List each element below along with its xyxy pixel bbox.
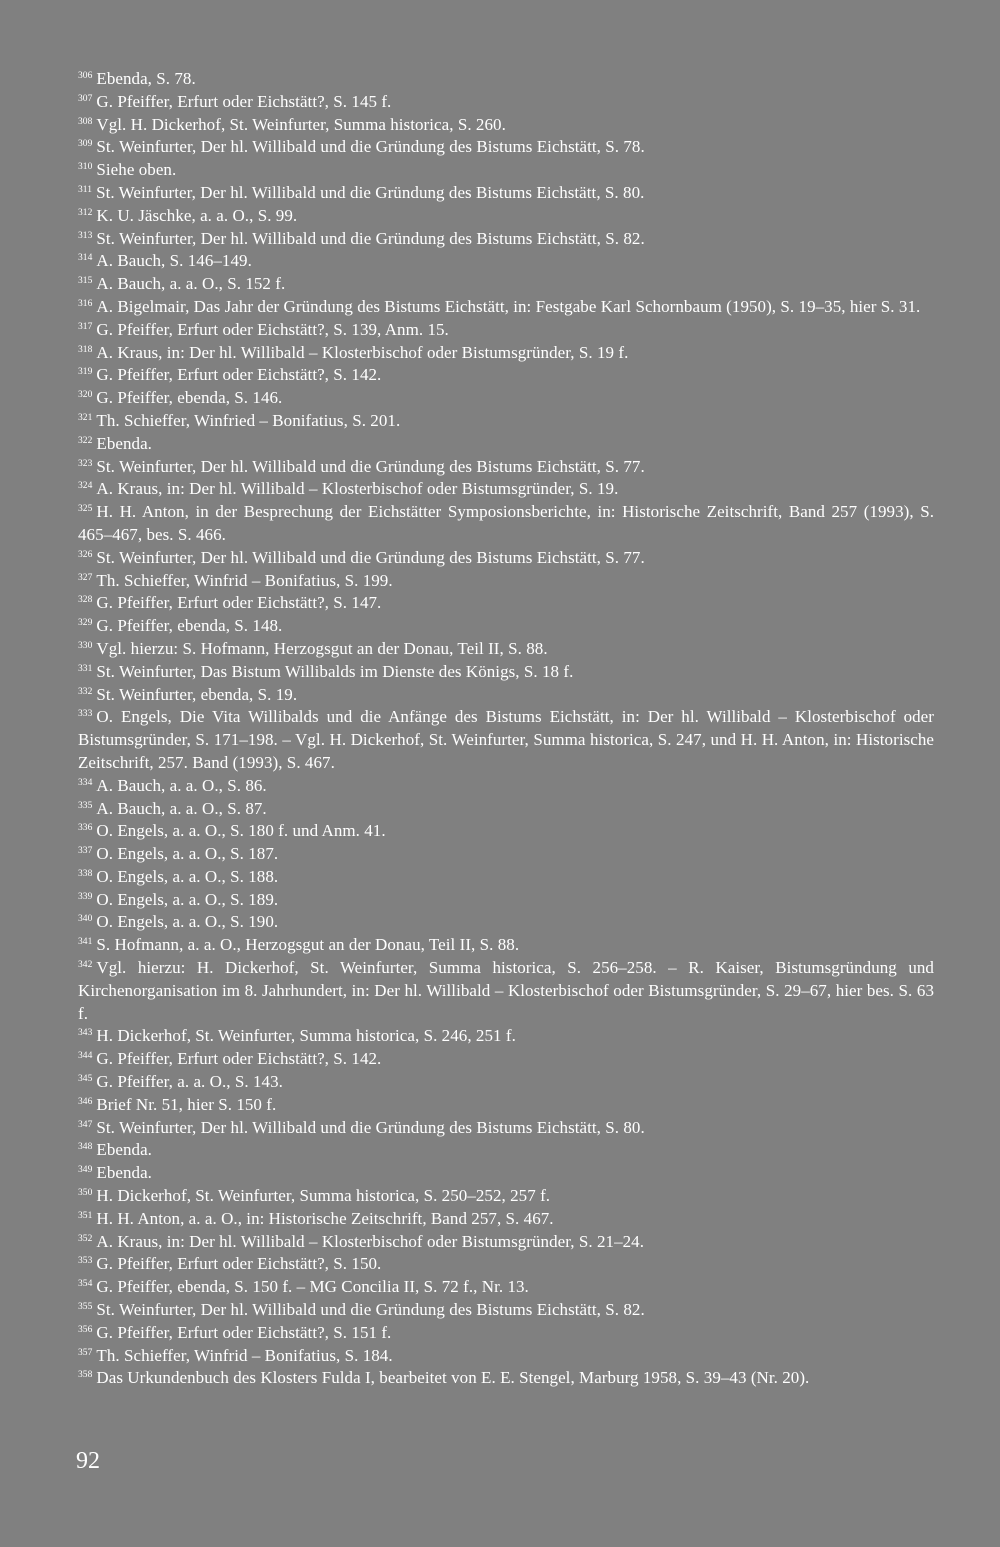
footnote-text: H. Dickerhof, St. Weinfurter, Summa historica, S. 250–252, 257 f. xyxy=(96,1186,551,1206)
footnote-text: Th. Schieffer, Winfrid – Bonifatius, S. 199. xyxy=(96,570,393,590)
footnote xyxy=(78,114,934,137)
footnote-text: St. Weinfurter, Der hl. Willibald und die Gründung des Bistums Eichstätt, S. 80. xyxy=(96,1117,645,1137)
footnote xyxy=(78,342,934,365)
footnote xyxy=(78,159,934,182)
footnote xyxy=(78,570,934,593)
footnote-number: 358 xyxy=(78,1370,93,1381)
footnote-text: St. Weinfurter, ebenda, S. 19. xyxy=(96,684,298,704)
footnote xyxy=(78,433,934,456)
footnote xyxy=(78,866,934,889)
footnote-number: 315 xyxy=(78,276,93,287)
footnote-text: St. Weinfurter, Der hl. Willibald und die Gründung des Bistums Eichstätt, S. 82. xyxy=(96,1300,645,1320)
footnote-number: 357 xyxy=(78,1347,93,1358)
footnote xyxy=(78,661,934,684)
footnote-text: G. Pfeiffer, Erfurt oder Eichstätt?, S. 142. xyxy=(96,365,382,385)
footnote-text: Th. Schieffer, Winfried – Bonifatius, S. 201. xyxy=(96,410,401,430)
footnote xyxy=(78,205,934,228)
footnote xyxy=(78,1094,934,1117)
footnote-text: St. Weinfurter, Der hl. Willibald und die Gründung des Bistums Eichstätt, S. 77. xyxy=(96,547,645,567)
footnote xyxy=(78,1276,934,1299)
footnote xyxy=(78,387,934,410)
footnote-text: K. U. Jäschke, a. a. O., S. 99. xyxy=(96,205,298,225)
footnote-number: 326 xyxy=(78,549,93,560)
footnote-number: 349 xyxy=(78,1165,93,1176)
footnote-number: 325 xyxy=(78,504,93,515)
footnote-text: G. Pfeiffer, Erfurt oder Eichstätt?, S. 139, Anm. 15. xyxy=(96,319,449,339)
page-number: 92 xyxy=(76,1448,100,1474)
footnote-number: 334 xyxy=(78,777,93,788)
footnote-text: G. Pfeiffer, ebenda, S. 150 f. – MG Concilia II, S. 72 f., Nr. 13. xyxy=(96,1277,529,1297)
footnote-number: 313 xyxy=(78,230,93,241)
footnote xyxy=(78,228,934,251)
footnote-text: A. Kraus, in: Der hl. Willibald – Klosterbischof oder Bistumsgründer, S. 19 f. xyxy=(96,342,629,362)
footnote-text: Ebenda. xyxy=(96,1140,152,1160)
footnote-number: 338 xyxy=(78,868,93,879)
footnote xyxy=(78,934,934,957)
footnote-number: 323 xyxy=(78,458,93,469)
footnote-number: 308 xyxy=(78,116,93,127)
footnote xyxy=(78,296,934,319)
footnote xyxy=(78,273,934,296)
footnote-text: Ebenda, S. 78. xyxy=(96,69,196,88)
footnote xyxy=(78,1253,934,1276)
footnote-text: A. Bauch, a. a. O., S. 152 f. xyxy=(96,274,286,294)
footnote-number: 342 xyxy=(78,960,93,971)
footnote-text: St. Weinfurter, Der hl. Willibald und die Gründung des Bistums Eichstätt, S. 82. xyxy=(96,228,645,248)
footnote xyxy=(78,1117,934,1140)
footnote xyxy=(78,364,934,387)
footnote-number: 330 xyxy=(78,640,93,651)
footnote-number: 322 xyxy=(78,435,93,446)
footnote xyxy=(78,1025,934,1048)
footnote-number: 351 xyxy=(78,1210,93,1221)
footnote xyxy=(78,684,934,707)
footnote-text: O. Engels, Die Vita Willibalds und die Anfänge des Bistums Eichstätt, in: Der hl. Willibald – Klosterbischof oder Bistumsgründer, S. 171–198. – Vgl. H. Dickerhof, St. Weinfurter, Summa historica, S. 247, und H. H. Anton, in: Historische Zeitschrift, 257. Band (1993), S. 467. xyxy=(78,707,934,772)
footnote-text: Th. Schieffer, Winfrid – Bonifatius, S. 184. xyxy=(96,1345,393,1365)
footnote-number: 333 xyxy=(78,709,93,720)
footnote-text: Das Urkundenbuch des Klosters Fulda I, bearbeitet von E. E. Stengel, Marburg 1958, S. 39–43 (Nr. 20). xyxy=(96,1368,810,1388)
footnote-text: Vgl. hierzu: S. Hofmann, Herzogsgut an der Donau, Teil II, S. 88. xyxy=(96,638,548,658)
footnote-number: 348 xyxy=(78,1142,93,1153)
footnote-number: 318 xyxy=(78,344,93,355)
footnote-number: 341 xyxy=(78,937,93,948)
footnote-text: G. Pfeiffer, a. a. O., S. 143. xyxy=(96,1072,283,1092)
footnote xyxy=(78,478,934,501)
footnote-text: O. Engels, a. a. O., S. 187. xyxy=(96,844,279,864)
footnote xyxy=(78,136,934,159)
footnote xyxy=(78,638,934,661)
footnote-number: 321 xyxy=(78,412,93,423)
footnote-number: 310 xyxy=(78,162,93,173)
footnote-number: 324 xyxy=(78,481,93,492)
footnote-text: Vgl. H. Dickerhof, St. Weinfurter, Summa historica, S. 260. xyxy=(96,114,506,134)
footnote xyxy=(78,547,934,570)
footnote-number: 345 xyxy=(78,1074,93,1085)
footnote-number: 335 xyxy=(78,800,93,811)
footnote xyxy=(78,1208,934,1231)
footnote xyxy=(78,1048,934,1071)
footnote-number: 343 xyxy=(78,1028,93,1039)
footnote xyxy=(78,456,934,479)
footnote-text: G. Pfeiffer, Erfurt oder Eichstätt?, S. 150. xyxy=(96,1254,382,1274)
footnote-number: 328 xyxy=(78,595,93,606)
footnote-text: O. Engels, a. a. O., S. 188. xyxy=(96,866,279,886)
footnote xyxy=(78,1162,934,1185)
footnote xyxy=(78,1299,934,1322)
footnote-number: 350 xyxy=(78,1188,93,1199)
footnote-number: 353 xyxy=(78,1256,93,1267)
footnote-number: 344 xyxy=(78,1051,93,1062)
footnote xyxy=(78,68,934,91)
footnote xyxy=(78,592,934,615)
footnote-text: H. H. Anton, in der Besprechung der Eichstätter Symposionsberichte, in: Historische Zeitschrift, Band 257 (1993), S. 465–467, bes. S. 466. xyxy=(78,502,934,544)
footnote xyxy=(78,798,934,821)
footnote xyxy=(78,182,934,205)
footnote-text: Brief Nr. 51, hier S. 150 f. xyxy=(96,1094,277,1114)
footnote xyxy=(78,889,934,912)
footnote-text: G. Pfeiffer, Erfurt oder Eichstätt?, S. 147. xyxy=(96,593,382,613)
footnote-text: G. Pfeiffer, ebenda, S. 146. xyxy=(96,388,283,408)
footnote-text: A. Bauch, a. a. O., S. 86. xyxy=(96,775,267,795)
footnote xyxy=(78,911,934,934)
footnote-number: 320 xyxy=(78,390,93,401)
footnote xyxy=(78,1367,934,1390)
footnotes-list xyxy=(78,68,934,1390)
footnote xyxy=(78,706,934,774)
footnote xyxy=(78,410,934,433)
footnote-text: Ebenda. xyxy=(96,433,152,453)
footnote-text: H. H. Anton, a. a. O., in: Historische Zeitschrift, Band 257, S. 467. xyxy=(96,1208,554,1228)
footnote-text: H. Dickerhof, St. Weinfurter, Summa historica, S. 246, 251 f. xyxy=(96,1026,516,1046)
footnote-text: A. Kraus, in: Der hl. Willibald – Klosterbischof oder Bistumsgründer, S. 21–24. xyxy=(96,1231,645,1251)
footnote-text: St. Weinfurter, Der hl. Willibald und die Gründung des Bistums Eichstätt, S. 80. xyxy=(96,182,645,202)
footnote-number: 354 xyxy=(78,1279,93,1290)
footnote-number: 356 xyxy=(78,1324,93,1335)
footnote-number: 327 xyxy=(78,572,93,583)
footnote-number: 347 xyxy=(78,1119,93,1130)
footnote-number: 306 xyxy=(78,71,93,81)
footnote-number: 355 xyxy=(78,1302,93,1313)
footnote-text: St. Weinfurter, Der hl. Willibald und die Gründung des Bistums Eichstätt, S. 77. xyxy=(96,456,645,476)
footnote-text: St. Weinfurter, Das Bistum Willibalds im Dienste des Königs, S. 18 f. xyxy=(96,661,574,681)
footnote xyxy=(78,820,934,843)
footnote-number: 311 xyxy=(78,184,93,195)
footnote-text: G. Pfeiffer, ebenda, S. 148. xyxy=(96,616,283,636)
footnote-text: G. Pfeiffer, Erfurt oder Eichstätt?, S. 151 f. xyxy=(96,1322,392,1342)
footnote-text: G. Pfeiffer, Erfurt oder Eichstätt?, S. 145 f. xyxy=(96,91,392,111)
footnote xyxy=(78,1231,934,1254)
footnote-number: 337 xyxy=(78,846,93,857)
footnote-text: A. Bauch, a. a. O., S. 87. xyxy=(96,798,267,818)
footnote xyxy=(78,1322,934,1345)
footnote xyxy=(78,843,934,866)
footnote xyxy=(78,1345,934,1368)
footnote-number: 312 xyxy=(78,207,93,218)
footnote-number: 307 xyxy=(78,93,93,104)
footnote-number: 332 xyxy=(78,686,93,697)
footnote xyxy=(78,1139,934,1162)
footnote-text: St. Weinfurter, Der hl. Willibald und die Gründung des Bistums Eichstätt, S. 78. xyxy=(96,137,645,157)
footnote xyxy=(78,1071,934,1094)
footnote-number: 340 xyxy=(78,914,93,925)
footnote-text: A. Bauch, S. 146–149. xyxy=(96,251,252,271)
footnote-number: 346 xyxy=(78,1096,93,1107)
footnote xyxy=(78,775,934,798)
footnote-text: S. Hofmann, a. a. O., Herzogsgut an der Donau, Teil II, S. 88. xyxy=(96,935,520,955)
footnote-text: O. Engels, a. a. O., S. 180 f. und Anm. 41. xyxy=(96,821,386,841)
footnote-text: Siehe oben. xyxy=(96,160,177,180)
footnote xyxy=(78,501,934,547)
footnote-number: 339 xyxy=(78,891,93,902)
footnote-number: 329 xyxy=(78,618,93,629)
footnote-text: G. Pfeiffer, Erfurt oder Eichstätt?, S. 142. xyxy=(96,1049,382,1069)
footnote xyxy=(78,319,934,342)
footnote xyxy=(78,1185,934,1208)
footnote-number: 314 xyxy=(78,253,93,264)
footnote-number: 331 xyxy=(78,663,93,674)
footnote-number: 317 xyxy=(78,321,93,332)
footnote xyxy=(78,91,934,114)
footnote xyxy=(78,957,934,1025)
footnote xyxy=(78,615,934,638)
footnote-text: O. Engels, a. a. O., S. 190. xyxy=(96,912,279,932)
footnote-text: A. Bigelmair, Das Jahr der Gründung des Bistums Eichstätt, in: Festgabe Karl Schornbaum (1950), S. 19–35, hier S. 31. xyxy=(96,296,921,316)
footnote-number: 336 xyxy=(78,823,93,834)
footnote xyxy=(78,250,934,273)
footnote-text: A. Kraus, in: Der hl. Willibald – Klosterbischof oder Bistumsgründer, S. 19. xyxy=(96,479,619,499)
footnote-number: 352 xyxy=(78,1233,93,1244)
footnote-text: Ebenda. xyxy=(96,1163,152,1183)
footnote-text: O. Engels, a. a. O., S. 189. xyxy=(96,889,279,909)
footnote-text: Vgl. hierzu: H. Dickerhof, St. Weinfurter, Summa historica, S. 256–258. – R. Kaiser, Bistumsgründung und Kirchenorganisation im 8. Jahrhundert, in: Der hl. Willibald – Klosterbischof oder Bistumsgründer, S. 29–67, hier bes. S. 63 f. xyxy=(78,958,934,1023)
footnote-number: 309 xyxy=(78,139,93,150)
footnote-number: 319 xyxy=(78,367,93,378)
footnote-number: 316 xyxy=(78,298,93,309)
